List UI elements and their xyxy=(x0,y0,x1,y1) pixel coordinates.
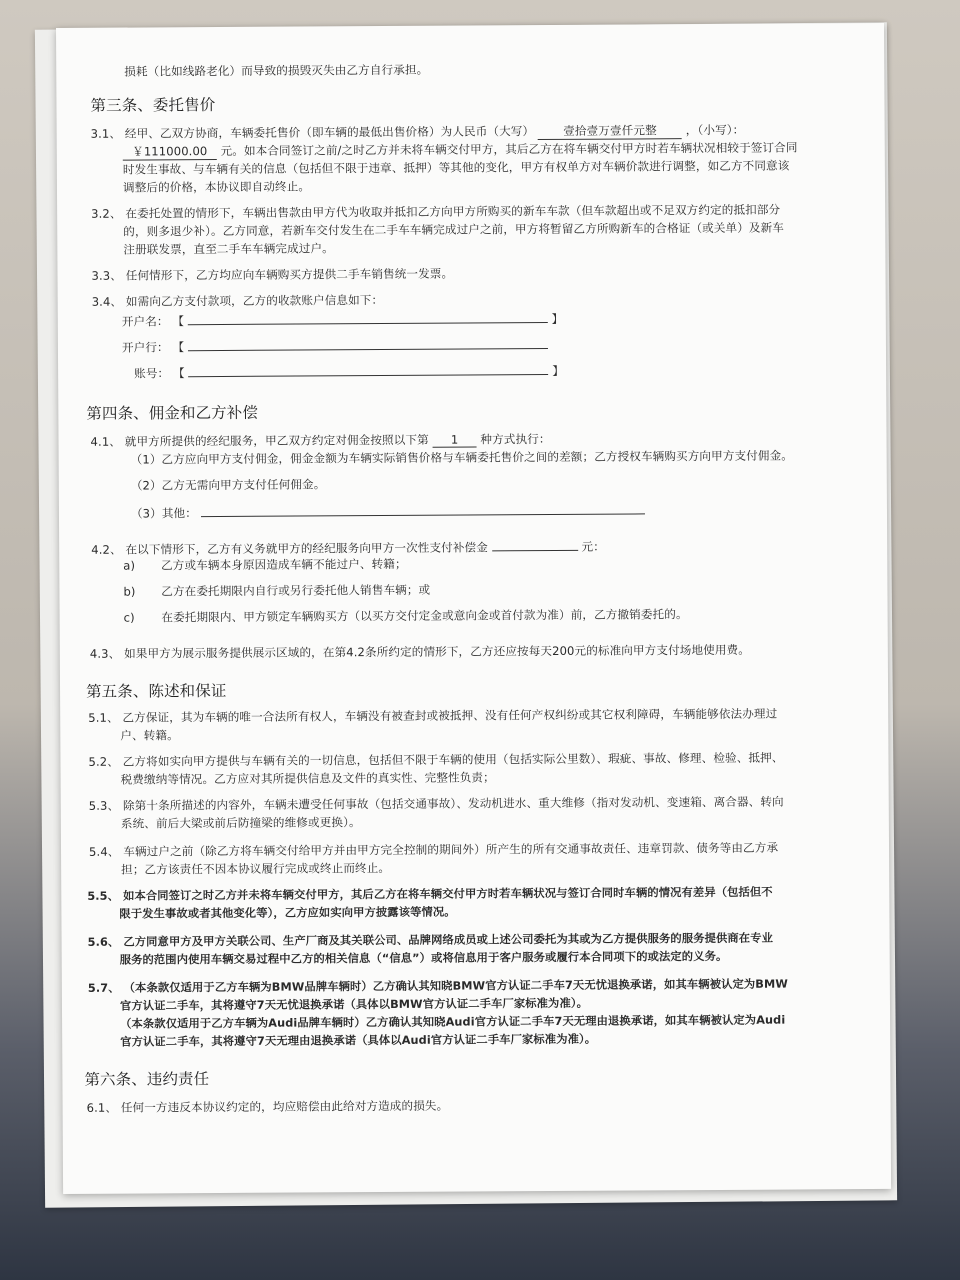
clause-3-2-line2: 的，则多退少补）。乙方同意，若新车交付发生在二手车车辆完成过户之前，甲方将暂留乙方所购新车的合格证（或关单）及新车 xyxy=(123,220,785,239)
clause-5-5-line2: 限于发生事故或者其他变化等），乙方应如实向甲方披露该等情况。 xyxy=(119,905,456,921)
bracket-left: 【 xyxy=(172,340,185,355)
amount-upper-field: 壹拾壹万壹仟元整 xyxy=(538,122,682,140)
clause-number: 5.3、 xyxy=(88,798,120,813)
clause-5-3-line2: 系统、前后大梁或前后防撞梁的维修或更换）。 xyxy=(120,815,361,831)
clause-3-3 xyxy=(91,266,453,284)
clause-text: 乙方将如实向甲方提供与车辆有关的一切信息，包括但不限于车辆的使用（包括实际公里数）、瑕疵、事故、修理、检验、抵押、 xyxy=(122,750,784,769)
clause-number: 5.5、 xyxy=(87,889,120,903)
clause-3-1-line3: 时发生事故、与车辆有关的信息（包括但不限于违章、抵押）等其他的变化，甲方有权单方对车辆价款进行调整，如乙方不同意该 xyxy=(122,158,790,177)
clause-text: 任何一方违反本协议约定的，均应赔偿由此给对方造成的损失。 xyxy=(120,1098,449,1115)
clause-text: （本条款仅适用于乙方车辆为BMW品牌车辆时）乙方确认其知晓BMW官方认证二手车7天无忧退换承诺，如其车辆被认定为BMW xyxy=(123,977,788,995)
clause-number: 5.4、 xyxy=(88,844,120,859)
clause-number: 5.1、 xyxy=(88,710,119,725)
clause-5-7-line4: 官方认证二手车，其将遵守7天无理由退换承诺（具体以Audi官方认证二手车厂家标准为准）。 xyxy=(120,1032,597,1049)
bank-input[interactable] xyxy=(188,335,548,351)
option-3 xyxy=(131,500,645,521)
clause-text: 经甲、乙双方协商，车辆委托售价（即车辆的最低出售价格）为人民币（大写） xyxy=(124,124,535,141)
clause-3-4 xyxy=(92,292,384,310)
clause-5-7-line2: 官方认证二手车，其将遵守7天无忧退换承诺（具体以BMW官方认证二手车厂家标准为准）。 xyxy=(119,996,589,1013)
clause-5-1-line2: 户、转籍。 xyxy=(120,728,179,743)
clause-number: 4.1、 xyxy=(90,434,122,449)
clause-text: 就甲方所提供的经纪服务，甲乙双方约定对佣金按照以下第 xyxy=(124,432,429,449)
clause-4-1 xyxy=(90,431,550,450)
carryover-line: 损耗（比如线路老化）而导致的损毁灭失由乙方自行承担。 xyxy=(124,62,429,79)
clause-text: 在以下情形下，乙方有义务就甲方的经纪服务向甲方一次性支付补偿金 xyxy=(125,540,488,557)
bracket-right: 】 xyxy=(552,363,565,378)
account-name-row xyxy=(122,309,564,330)
clause-6-1 xyxy=(87,1098,449,1116)
clause-text: 乙方保证，其为车辆的唯一合法所有权人，车辆没有被查封或被抵押、没有任何产权纠纷或其它权利障碍，车辆能够依法办理过 xyxy=(122,706,778,725)
clause-number: 5.7、 xyxy=(87,981,120,995)
clause-number: 5.6、 xyxy=(87,935,120,949)
compensation-amount-input[interactable] xyxy=(492,537,578,552)
clause-number: 6.1、 xyxy=(86,1100,118,1115)
section-heading-3: 第三条、委托售价 xyxy=(90,96,216,115)
clause-4-3 xyxy=(90,642,750,662)
commission-option-field: 1 xyxy=(433,432,477,447)
clause-text: 元： xyxy=(581,539,605,554)
item-text: 乙方在委托期限内自行或另行委托他人销售车辆；或 xyxy=(161,582,431,599)
bracket-right: 】 xyxy=(551,311,564,326)
clause-number: 3.2、 xyxy=(91,206,122,221)
clause-text: 如果甲方为展示服务提供展示区域的，在第4.2条所约定的情形下，乙方还应按每天200元的标准向甲方支付场地使用费。 xyxy=(124,642,750,661)
contract-page xyxy=(56,23,891,1194)
clause-text: 元。如本合同签订之前/之时乙方并未将车辆交付甲方，其后乙方在将车辆交付甲方时若车辆状况相较于签订合同 xyxy=(220,140,798,158)
clause-5-2-line2: 税费缴纳等情况。乙方应对其所提供信息及文件的真实性、完整性负责； xyxy=(120,770,495,787)
clause-3-2 xyxy=(91,202,780,222)
clause-4-2 xyxy=(91,537,605,558)
clause-number: 3.4、 xyxy=(91,294,123,309)
item-text: 在委托期限内、甲方锁定车辆购买方（以买方交付定金或意向金或首付款为准）前，乙方撤销委托的。 xyxy=(161,607,688,625)
item-text: 乙方或车辆本身原因造成车辆不能过户、转籍； xyxy=(161,556,407,573)
clause-text: ，（小写）： xyxy=(685,122,745,138)
clause-number: 3.3、 xyxy=(91,268,122,283)
field-label: 开户行： xyxy=(121,340,169,355)
clause-5-6-line2: 服务的范围内使用车辆交易过程中乙方的相关信息（“信息”）或将信息用于客户服务或履行本合同项下的或法定的义务。 xyxy=(119,949,728,967)
clause-5-5 xyxy=(87,884,772,904)
clause-text: 在委托处置的情形下，车辆出售款由甲方代为收取并抵扣乙方向甲方所购买的新车车款（但车款超出或不足双方约定的抵扣部分 xyxy=(125,202,781,221)
item-label: c) xyxy=(123,610,135,625)
clause-number: 5.2、 xyxy=(88,754,119,769)
section-heading-6: 第六条、违约责任 xyxy=(84,1070,210,1089)
clause-number: 4.2、 xyxy=(91,542,122,557)
item-b xyxy=(123,582,430,600)
account-number-row xyxy=(134,361,564,382)
clause-3-1-line4: 调整后的价格，本协议即自动终止。 xyxy=(122,179,311,195)
bank-row xyxy=(122,335,548,356)
clause-text: 任何情形下，乙方均应向车辆购买方提供二手车销售统一发票。 xyxy=(125,266,454,283)
item-a xyxy=(123,556,406,574)
clause-text: 车辆过户之前（除乙方将车辆交付给甲方并由甲方完全控制的期间外）所产生的所有交通事故责任、违章罚款、债务等由乙方承 xyxy=(123,840,779,859)
clause-3-2-line3: 注册联发票，直至二手车车辆完成过户。 xyxy=(123,241,334,257)
clause-number: 4.3、 xyxy=(89,646,121,661)
clause-5-2 xyxy=(88,750,783,770)
option-2: （2）乙方无需向甲方支付任何佣金。 xyxy=(130,477,326,493)
clause-5-4-line2: 担；乙方该责任不因本协议履行完成或终止而终止。 xyxy=(121,860,391,877)
bracket-left: 【 xyxy=(172,314,185,329)
clause-text: 种方式执行： xyxy=(480,431,551,447)
account-number-input[interactable] xyxy=(188,361,548,377)
clause-text: 如本合同签订之时乙方并未将车辆交付甲方，其后乙方在将车辆交付甲方时若车辆状况与签订合同时车辆的情况有差异（包括但不 xyxy=(123,885,773,903)
item-c xyxy=(124,606,688,625)
clause-5-3 xyxy=(89,794,784,814)
option-label: （3）其他： xyxy=(130,506,197,521)
clause-text: 乙方同意甲方及甲方关联公司、生产厂商及其关联公司、品牌网络成员或上述公司委托为其或为乙方提供服务的服务提供商在专业 xyxy=(123,931,774,949)
clause-number: 3.1、 xyxy=(90,126,122,141)
clause-5-7-line3: （本条款仅适用于乙方车辆为Audi品牌车辆时）乙方确认其知晓Audi官方认证二手车7天无理由退换承诺，如其车辆被认定为Audi xyxy=(120,1013,786,1031)
section-heading-4: 第四条、佣金和乙方补偿 xyxy=(86,403,259,423)
clause-5-4 xyxy=(89,840,778,860)
account-name-input[interactable] xyxy=(188,309,548,325)
section-heading-5: 第五条、陈述和保证 xyxy=(86,681,227,701)
item-label: a) xyxy=(123,558,136,573)
amount-lower-field: ￥111000.00 xyxy=(123,143,217,161)
clause-5-1 xyxy=(88,706,777,726)
other-option-input[interactable] xyxy=(201,500,645,517)
field-label: 账号： xyxy=(134,366,170,381)
clause-text: 除第十条所描述的内容外，车辆未遭受任何事故（包括交通事故）、发动机进水、重大维修（指对发动机、变速箱、离合器、转向 xyxy=(122,794,784,813)
clause-5-6 xyxy=(88,930,773,950)
bracket-left: 【 xyxy=(172,366,185,381)
item-label: b) xyxy=(123,584,136,599)
option-1: （1）乙方应向甲方支付佣金，佣金金额为车辆实际销售价格与车辆委托售价之间的差额；乙方授权车辆购买方向甲方支付佣金。 xyxy=(130,448,794,467)
field-label: 开户名： xyxy=(121,314,169,329)
clause-text: 如需向乙方支付款项，乙方的收款账户信息如下： xyxy=(125,293,384,309)
clause-5-7 xyxy=(88,976,788,996)
